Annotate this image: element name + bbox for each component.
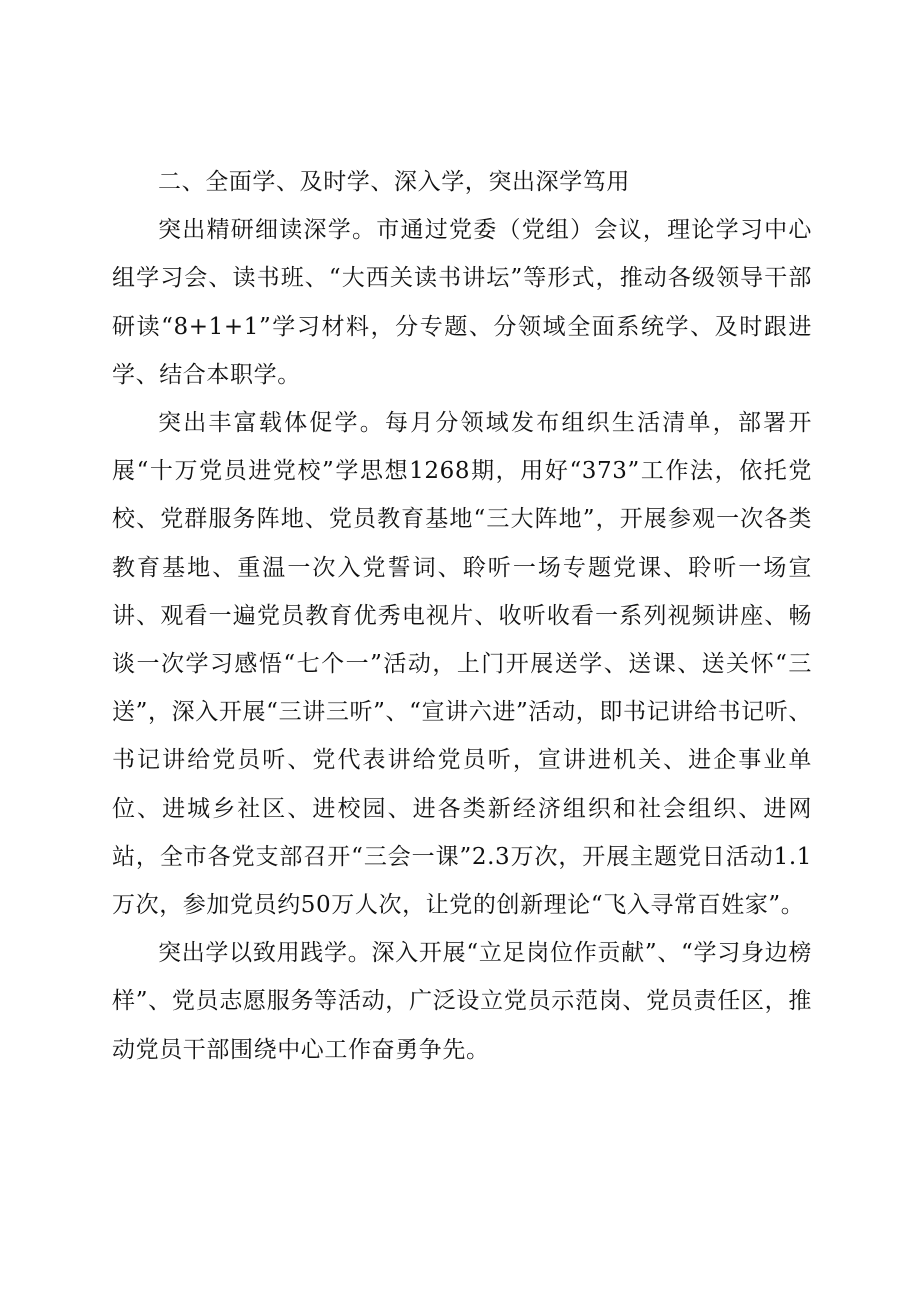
- paragraph-apply-learning: 突出学以致用践学。深入开展“立足岗位作贡献”、“学习身边榜样”、党员志愿服务等活动，广泛设立党员示范岗、党员责任区，推动党员干部围绕中心工作奋勇争先。: [112, 940, 812, 1063]
- section-heading: 二、全面学、及时学、深入学，突出深学笃用: [158, 169, 630, 195]
- document-body: [112, 158, 812, 1074]
- paragraph-study-deeply: 突出精研细读深学。市通过党委（党组）会议，理论学习中心组学习会、读书班、“大西关读书讲坛”等形式，推动各级领导干部研读“8+1+1”学习材料，分专题、分领域全面系统学、及时跟进学、结合本职学。: [112, 217, 812, 388]
- paragraph-rich-carriers: 突出丰富载体促学。每月分领域发布组织生活清单，部署开展“十万党员进党校”学思想1268期，用好“373”工作法，依托党校、党群服务阵地、党员教育基地“三大阵地”，开展参观一次各类教育基地、重温一次入党誓词、聆听一场专题党课、聆听一场宣讲、观看一遍党员教育优秀电视片、收听收看一系列视频讲座、畅谈一次学习感悟“七个一”活动，上门开展送学、送课、送关怀“三送”，深入开展“三讲三听”、“宣讲六进”活动，即书记讲给书记听、书记讲给党员听、党代表讲给党员听，宣讲进机关、进企事业单位、进城乡社区、进校园、进各类新经济组织和社会组织、进网站，全市各党支部召开“三会一课”2.3万次，开展主题党日活动1.1万次，参加党员约50万人次，让党的创新理论“飞入寻常百姓家”。: [112, 410, 812, 919]
